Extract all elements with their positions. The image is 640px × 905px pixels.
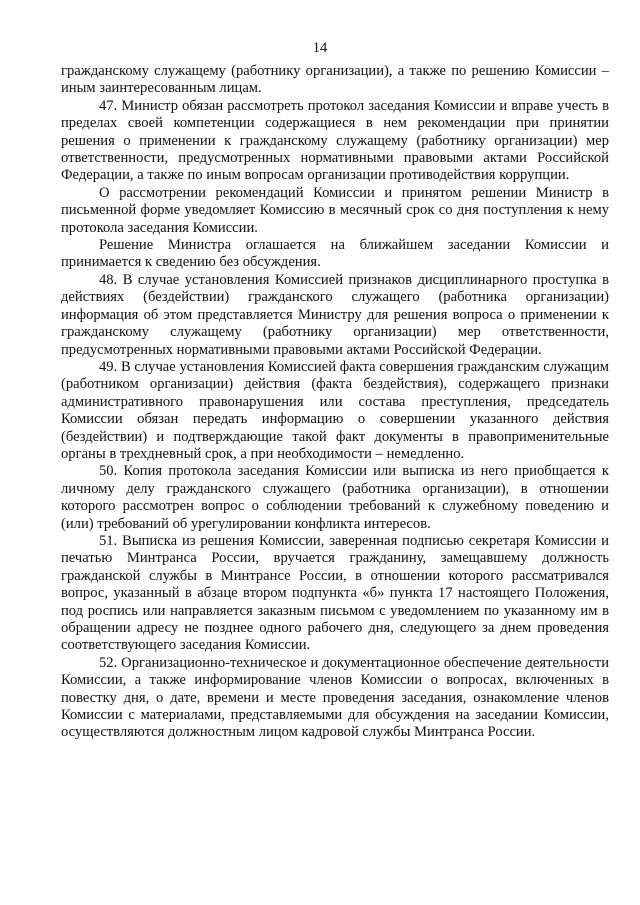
document-body: [61, 63, 609, 742]
paragraph-item-51: 51. Выписка из решения Комиссии, заверенная подписью секретаря Комиссии и печатью Минтранса России, вручается гражданину, замещавшему должность гражданской службы в Минтрансе России, в отношении которого рассматривался вопрос, указанный в абзаце втором подпункта «б» пункта 17 настоящего Положения, под роспись или направляется заказным письмом с уведомлением по указанному им в обращении адресу не позднее одного рабочего дня, следующего за днем проведения соответствующего заседания Комиссии.: [61, 532, 609, 654]
paragraph-item-52: 52. Организационно-техническое и документационное обеспечение деятельности Комиссии, а также информирование членов Комиссии о вопросах, включенных в повестку дня, о дате, времени и месте проведения заседания, ознакомление членов Комиссии с материалами, представляемыми для обсуждения на заседании Комиссии, осуществляются должностным лицом кадровой службы Минтранса России.: [61, 654, 609, 741]
paragraph-item-49: 49. В случае установления Комиссией факта совершения гражданским служащим (работником организации) действия (факта бездействия), содержащего признаки административного правонарушения или состава преступления, председатель Комиссии обязан передать информацию о совершении указанного действия (бездействии) и подтверждающие такой факт документы в правоприменительные органы в трехдневный срок, а при необходимости – немедленно.: [61, 358, 609, 462]
page-number: 14: [312, 40, 328, 56]
paragraph-item-47: 47. Министр обязан рассмотреть протокол заседания Комиссии и вправе учесть в пределах своей компетенции содержащиеся в нем рекомендации при принятии решения о применении к гражданскому служащему (работнику организации) мер ответственности, предусмотренных нормативными правовыми актами Российской Федерации, а также по иным вопросам организации противодействия коррупции.: [61, 97, 609, 184]
paragraph-minister-notification: О рассмотрении рекомендаций Комиссии и принятом решении Министр в письменной форме уведомляет Комиссию в месячный срок со дня поступления к нему протокола заседания Комиссии.: [61, 184, 609, 236]
paragraph-item-48: 48. В случае установления Комиссией признаков дисциплинарного проступка в действиях (бездействии) гражданского служащего (работника организации) информация об этом представляется Министру для решения вопроса о применении к гражданскому служащему (работнику организации) мер ответственности, предусмотренных нормативными правовыми актами Российской Федерации.: [61, 271, 609, 358]
paragraph-continuation: гражданскому служащему (работнику организации), а также по решению Комиссии – иным заинтересованным лицам.: [61, 63, 609, 97]
paragraph-minister-decision: Решение Министра оглашается на ближайшем заседании Комиссии и принимается к сведению без обсуждения.: [61, 237, 609, 271]
paragraph-item-50: 50. Копия протокола заседания Комиссии или выписка из него приобщается к личному делу гражданского служащего (работника организации), в отношении которого рассмотрен вопрос о соблюдении требований к служебному поведению и (или) требований об урегулировании конфликта интересов.: [61, 463, 609, 532]
